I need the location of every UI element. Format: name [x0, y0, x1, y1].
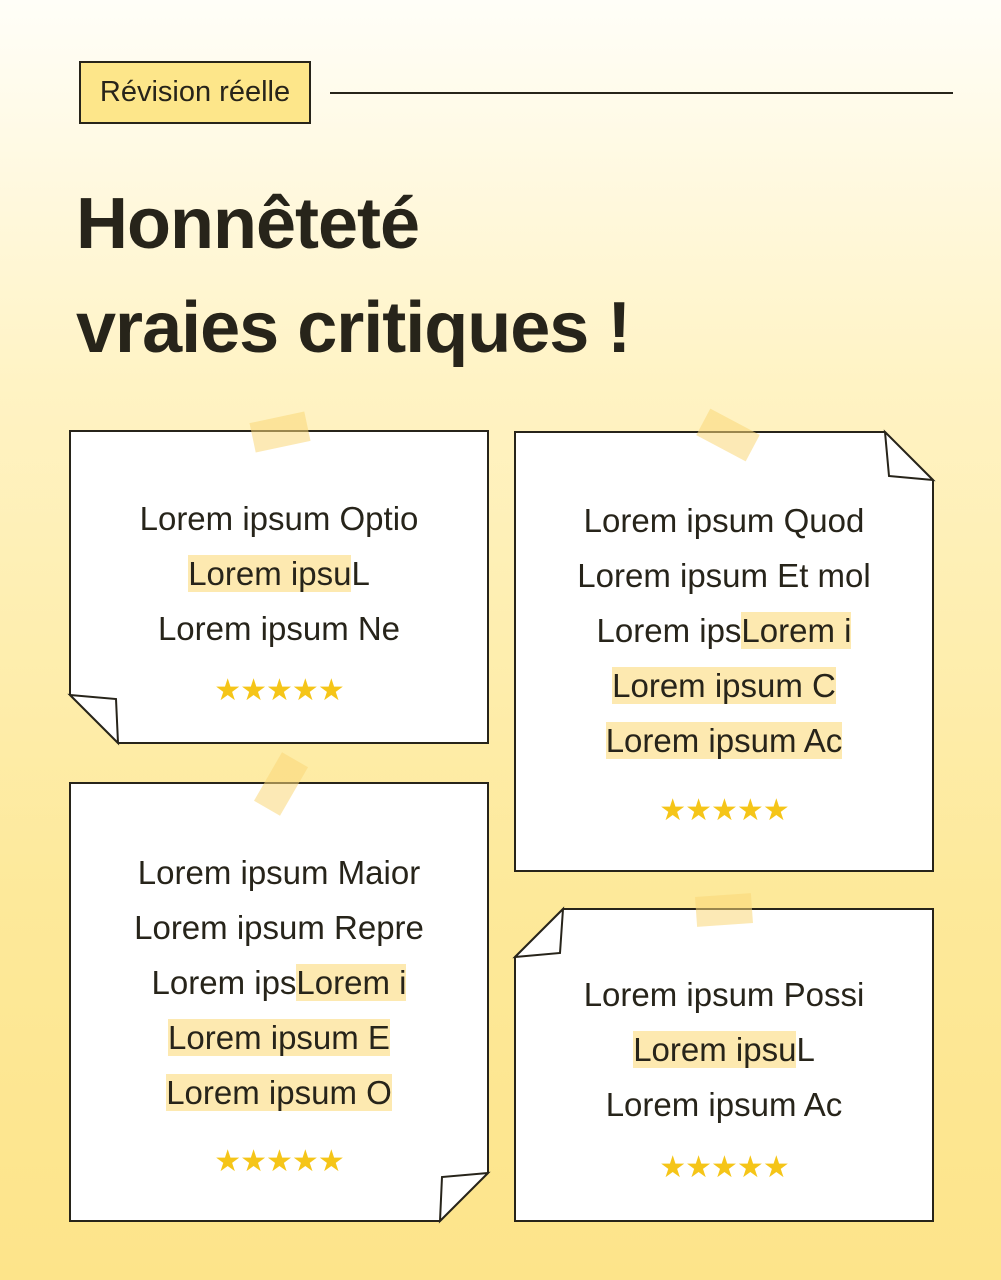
star-rating: ★★★★★	[214, 674, 344, 707]
page-title-line2: vraies critiques !	[76, 288, 631, 368]
tape	[695, 893, 753, 927]
star-rating: ★★★★★	[659, 1151, 789, 1184]
page-title-line1: Honnêteté	[76, 184, 420, 264]
star-rating: ★★★★★	[659, 794, 789, 827]
review-card-1	[70, 431, 488, 743]
review-card-3	[70, 783, 488, 1221]
review-card-4	[515, 909, 933, 1221]
review-text: Lorem ipsum Quod Lorem ipsum Et mol Lorem ipsLorem i Lorem ipsum C Lorem ipsum Ac	[577, 502, 871, 759]
review-text: Lorem ipsum Maior Lorem ipsum Repre Lorem ipsLorem i Lorem ipsum E Lorem ipsum O	[134, 854, 424, 1111]
review-card-2	[515, 432, 933, 871]
review-text: Lorem ipsum Possi Lorem ipsuL Lorem ipsum Ac	[583, 976, 865, 1123]
star-rating: ★★★★★	[214, 1145, 344, 1178]
review-text: Lorem ipsum Optio Lorem ipsuL Lorem ipsum Ne	[139, 500, 419, 647]
section-badge: Révision réelle	[79, 61, 311, 124]
divider	[330, 92, 953, 94]
